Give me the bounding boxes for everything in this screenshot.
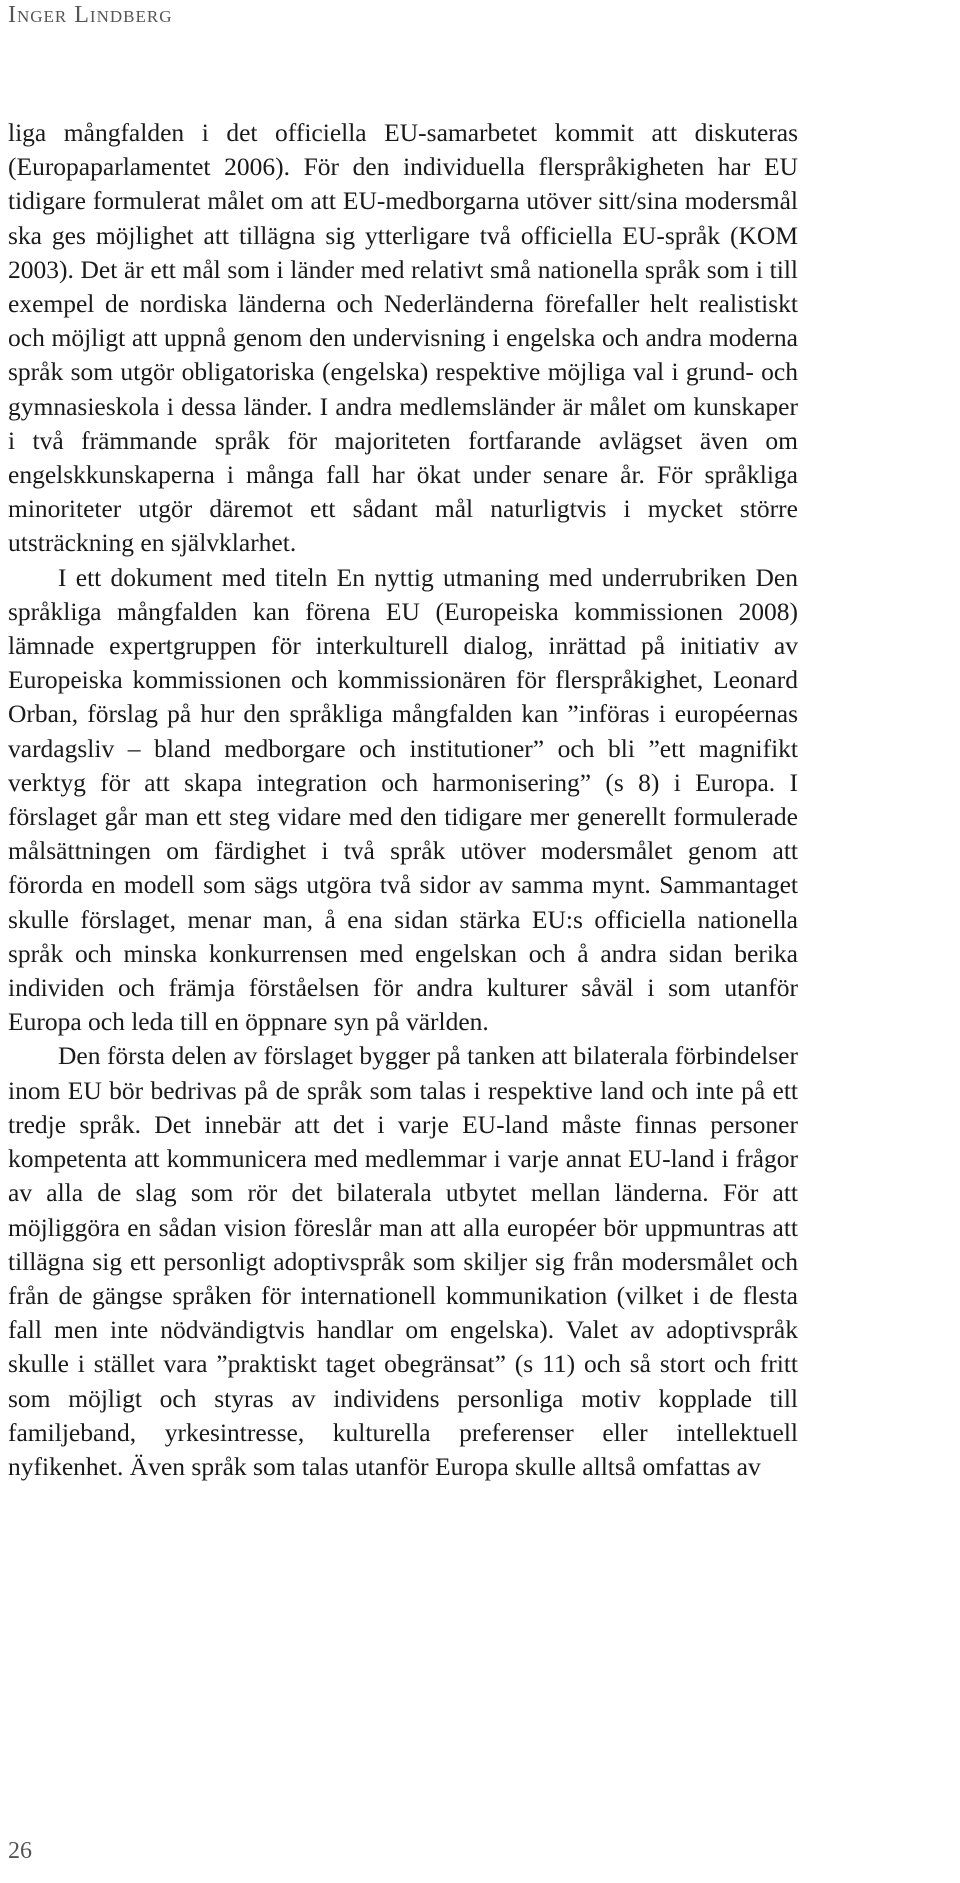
paragraph: Den första delen av förslaget bygger på tanken att bilaterala förbindelser inom EU bör bedrivas på de språk som talas i respektive land och inte på ett tredje språk. Det innebär att det i varje EU-land måste finnas personer kompetenta att kommunicera med medlemmar i varje annat EU-land i frågor av alla de slag som rör det bilaterala utbytet mellan länderna. För att möjliggöra en sådan vision föreslår man att alla européer bör uppmuntras att tillägna sig ett personligt adoptivspråk som skiljer sig från modersmålet och från de gängse språken för internationell kommunikation (vilket i de flesta fall men inte nödvändigtvis handlar om engelska). Valet av adoptivspråk skulle i stället vara ”praktiskt taget obegränsat” (s 11) och så stort och fritt som möjligt och styras av individens personliga motiv kopplade till familjeband, yrkesintresse, kulturella preferenser eller intellektuell nyfikenhet. Även språk som talas utanför Europa skulle alltså omfattas av (8, 1041, 798, 1481)
page-number: 26 (8, 1838, 32, 1864)
running-head: Inger Lindberg (8, 2, 173, 28)
paragraph: I ett dokument med titeln En nyttig utmaning med underrubriken Den språkliga mångfalden kan förena EU (Europeiska kommissionen 2008) lämnade expertgruppen för interkulturell dialog, inrättad på initiativ av Europeiska kommissionen och kommissionären för flerspråkighet, Leonard Orban, förslag på hur den språkliga mångfalden kan ”införas i européernas vardagsliv – bland medborgare och institutioner” och bli ”ett magnifikt verktyg för att skapa integration och harmonisering” (s 8) i Europa. I förslaget går man ett steg vidare med den tidigare mer generellt formulerade målsättningen om färdighet i två språk utöver modersmålet genom att förorda en modell som sägs utgöra två sidor av samma mynt. Sammantaget skulle förslaget, menar man, å ena sidan stärka EU:s officiella nationella språk och minska konkurrensen med engelskan och å andra sidan berika individen och främja förståelsen för andra kulturer såväl i som utanför Europa och leda till en öppnare syn på världen. (8, 562, 798, 1037)
body-text (8, 116, 798, 1484)
paragraph: liga mångfalden i det officiella EU-samarbetet kommit att diskuteras (Europaparlamentet 2006). För den individuella flerspråkigheten har EU tidigare formulerat målet om att EU-medborgarna utöver sitt/sina modersmål ska ges möjlighet att tillägna sig ytterligare två officiella EU-språk (KOM 2003). Det är ett mål som i länder med relativt små nationella språk som i till exempel de nordiska länderna och Nederländerna förefaller helt realistiskt och möjligt att uppnå genom den undervisning i engelska och andra moderna språk som utgör obligatoriska (engelska) respektive möjliga val i grund- och gymnasieskola i dessa länder. I andra medlemsländer är målet om kunskaper i två främmande språk för majoriteten fortfarande avlägset även om engelskkunskaperna i många fall har ökat under senare år. För språkliga minoriteter utgör däremot ett sådant mål naturligtvis i mycket större utsträckning en självklarhet. (8, 118, 798, 558)
